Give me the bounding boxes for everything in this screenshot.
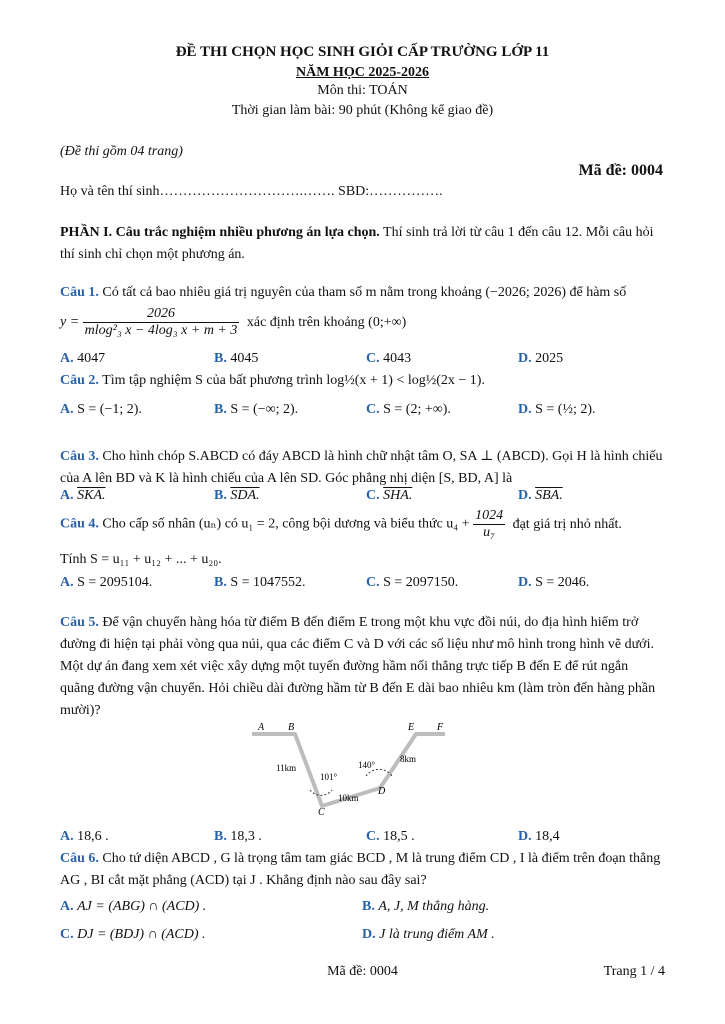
- q3-option-a[interactable]: A. SKA.: [60, 488, 106, 503]
- pages-note: (Đề thi gồm 04 trang): [60, 144, 183, 159]
- exam-time: Thời gian làm bài: 90 phút (Không kể giao đề): [231, 103, 494, 118]
- q4-text-a: Cho cấp số nhân (uₙ) có u₁ = 2, công bội dương và biểu thức u₄ +: [98, 516, 470, 532]
- q1-fraction: [83, 306, 240, 339]
- q6-text: Cho tứ diện ABCD , G là trọng tâm tam giác BCD , M là trung điểm CD , I là điểm trên đoạn thẳng AG , BI cắt mặt phẳng (ACD) tại J . Khẳng định nào sau đây sai?: [60, 851, 661, 888]
- q1-func-den: mlog²₃ x − 4log₃ x + m + 3: [84, 323, 238, 338]
- q4-text-b: đạt giá trị nhỏ nhất.: [512, 516, 622, 532]
- exam-title: ĐỀ THI CHỌN HỌC SINH GIỎI CẤP TRƯỜNG LỚP 11: [175, 44, 550, 60]
- q1-label: Câu 1.: [60, 285, 99, 300]
- de-length-label: 8km: [400, 754, 417, 764]
- q1-func-tail: xác định trên khoảng (0;+∞): [246, 314, 407, 330]
- q5-text: Để vận chuyển hàng hóa từ điểm B đến điểm E trong một khu vực đồi núi, do địa hình hiểm trở đường đi hiện tại phải vòng qua núi, qua các điểm C và D với các số liệu như mô hình trong hình vẽ dưới. Một dự án đang xem xét việc xây dựng một tuyến đường hầm nối thẳng trực tiếp B đến E để rút ngắn quãng đường vận chuyển. Hỏi chiều dài đường hầm từ B đến E dài bao nhiêu km (làm tròn đến hàng phần mười)?: [60, 615, 656, 718]
- q6-option-c[interactable]: C. DJ = (BDJ) ∩ (ACD) .: [60, 927, 206, 942]
- part1-instruction: Thí sinh trả lời từ câu 1 đến câu 12. Mỗi câu hỏi thí sinh chỉ chọn một phương án.: [60, 225, 654, 262]
- footer-code: Mã đề: 0004: [327, 964, 398, 979]
- q2-text: Tìm tập nghiệm S của bất phương trình log½(x + 1) < log½(2x − 1).: [98, 373, 485, 388]
- q4-frac-den: u₇: [483, 525, 496, 540]
- q5-option-b[interactable]: B. 18,3 .: [214, 829, 262, 844]
- q1-text: Có tất cả bao nhiêu giá trị nguyên của tham số m nằm trong khoảng (−2026; 2026) để hàm số: [98, 285, 627, 300]
- q6-option-d[interactable]: D. J là trung điểm AM .: [362, 927, 495, 942]
- q5-option-c[interactable]: C. 18,5 .: [366, 829, 415, 844]
- q4-option-b[interactable]: B. S = 1047552.: [214, 575, 306, 590]
- q3-label: Câu 3.: [60, 449, 99, 464]
- subject: Môn thi: TOÁN: [317, 83, 408, 98]
- q1-option-b[interactable]: B. 4045: [214, 351, 259, 366]
- q5-option-d[interactable]: D. 18,4: [518, 829, 560, 844]
- part1-heading: PHẦN I. Câu trắc nghiệm nhiều phương án lựa chọn.: [60, 225, 380, 240]
- school-year: NĂM HỌC 2025-2026: [296, 65, 429, 80]
- point-c-label: C: [318, 807, 325, 816]
- cd-length-label: 10km: [338, 793, 359, 803]
- question-6: [60, 848, 665, 892]
- part1-intro: [60, 222, 665, 266]
- question-4: [60, 508, 622, 541]
- q2-option-b[interactable]: B. S = (−∞; 2).: [214, 402, 299, 417]
- question-3: [60, 446, 665, 490]
- angle-d-label: 140°: [358, 760, 376, 770]
- q2-option-d[interactable]: D. S = (½; 2).: [518, 402, 596, 417]
- q5-label: Câu 5.: [60, 615, 99, 630]
- angle-c-arc: [310, 790, 332, 795]
- question-1: [60, 282, 665, 304]
- exam-code: Mã đề: 0004: [578, 162, 663, 179]
- q3-option-d[interactable]: D. SBA.: [518, 488, 563, 503]
- q2-option-c[interactable]: C. S = (2; +∞).: [366, 402, 451, 417]
- point-d-label: D: [378, 786, 386, 797]
- q1-option-c[interactable]: C. 4043: [366, 351, 412, 366]
- q4-sum-line: Tính S = u₁₁ + u₁₂ + ... + u₂₀.: [60, 552, 222, 567]
- point-e-label: E: [408, 722, 415, 733]
- q3-text: Cho hình chóp S.ABCD có đáy ABCD là hình chữ nhật tâm O, SA ⊥ (ABCD). Gọi H là hình chiếu của A lên BD và K là hình chiếu của A lên SD. Góc phẳng nhị diện [S, BD, A] là: [60, 449, 663, 486]
- q4-fraction: [473, 508, 505, 541]
- point-b-label: B: [288, 722, 295, 733]
- q2-label: Câu 2.: [60, 373, 99, 388]
- footer-page-number: Trang 1 / 4: [603, 964, 665, 979]
- angle-c-label: 101°: [320, 772, 338, 782]
- question-2: [60, 370, 665, 392]
- q5-route-figure: [240, 716, 460, 816]
- point-f-label: F: [437, 722, 444, 733]
- q4-option-a[interactable]: A. S = 2095104.: [60, 575, 153, 590]
- q6-option-b[interactable]: B. A, J, M thẳng hàng.: [362, 899, 490, 914]
- student-info-line: Họ và tên thí sinh………………………….……. SBD:…………….: [60, 184, 443, 199]
- q1-func-lhs: y =: [60, 314, 80, 330]
- q3-option-b[interactable]: B. SDA.: [214, 488, 260, 503]
- q1-func-num: 2026: [83, 306, 240, 323]
- q4-option-d[interactable]: D. S = 2046.: [518, 575, 590, 590]
- question-5: [60, 612, 665, 722]
- q1-function: [60, 306, 406, 339]
- q6-option-a[interactable]: A. AJ = (ABG) ∩ (ACD) .: [60, 899, 207, 914]
- q4-label: Câu 4.: [60, 516, 99, 532]
- q5-option-a[interactable]: A. 18,6 .: [60, 829, 109, 844]
- q3-option-c[interactable]: C. SHA.: [366, 488, 413, 503]
- q4-frac-num: 1024: [475, 508, 504, 523]
- bc-length-label: 11km: [276, 763, 297, 773]
- q6-label: Câu 6.: [60, 851, 99, 866]
- q1-option-a[interactable]: A. 4047: [60, 351, 106, 366]
- q4-option-c[interactable]: C. S = 2097150.: [366, 575, 459, 590]
- q2-option-a[interactable]: A. S = (−1; 2).: [60, 402, 142, 417]
- point-a-label: A: [258, 722, 265, 733]
- q1-option-d[interactable]: D. 2025: [518, 351, 564, 366]
